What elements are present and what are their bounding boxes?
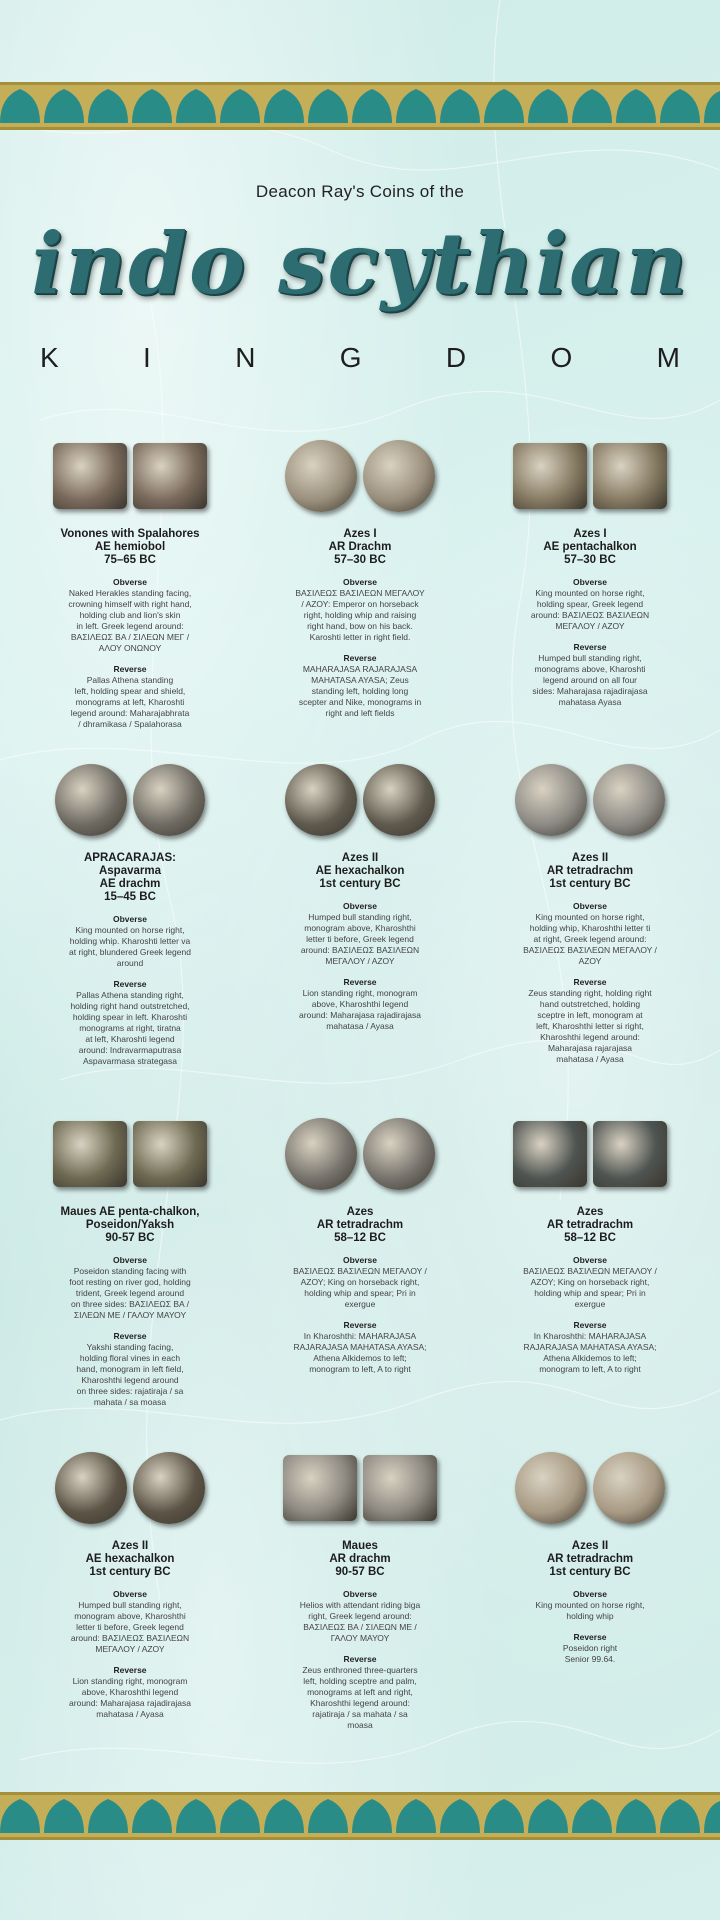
obverse-heading: Obverse <box>572 577 608 587</box>
coin-obverse-image <box>283 1455 357 1521</box>
coin-card <box>480 1106 700 1375</box>
coin-obverse-image <box>285 764 357 836</box>
coin-images <box>480 1106 700 1202</box>
kingdom-letter: I <box>143 342 151 373</box>
coin-card <box>250 428 470 719</box>
coin-title: Maues AE penta-chalkon, Poseidon/Yaksh 90-57 BC <box>60 1206 200 1244</box>
coin-card <box>480 1440 700 1665</box>
reverse-description: Yakshi standing facing, holding floral vines in each hand, monogram in left field, Kharoshthi legend around on three sides: rajatiraja / sa mahata / sa moasa <box>76 1342 184 1407</box>
reverse-description: In Kharoshthi: MAHARAJASA RAJARAJASA MAHATASA AYASA; Athena Alkidemos to left; monogram to left, A to right <box>523 1331 657 1374</box>
obverse-description: Humped bull standing right, monogram above, Kharoshthi letter ti before, Greek legend around: ΒΑΣΙΛΕΩΣ ΒΑΣΙΛΕΩΝ ΜΕΓΑΛΟΥ / ΑΖΟΥ <box>70 1600 190 1654</box>
coin-obverse-image <box>515 1452 587 1524</box>
coin-title: APRACARAJAS: Aspavarma AE drachm 15–45 BC <box>83 852 176 903</box>
coin-images <box>480 752 700 848</box>
reverse-heading: Reverse <box>573 977 607 987</box>
coin-reverse-image <box>363 764 435 836</box>
coin-images <box>250 428 470 524</box>
coin-card <box>250 1106 470 1375</box>
coin-title: Maues AR drachm 90-57 BC <box>329 1540 391 1578</box>
obverse-description: King mounted on horse right, holding spear, Greek legend around: ΒΑΣΙΛΕΩΣ ΒΑΣΙΛΕΩΝ ΜΕΓΑΛΟΥ / ΑΖΟΥ <box>530 588 650 631</box>
reverse-heading: Reverse <box>573 642 607 652</box>
obverse-description: ΒΑΣΙΛΕΩΣ ΒΑΣΙΛΕΩΝ ΜΕΓΑΛΟΥ / ΑΖΟΥ; King on horseback right, holding whip and spear; Pri in exergue <box>293 1266 427 1309</box>
obverse-heading: Obverse <box>112 914 148 924</box>
coin-title: Azes AR tetradrachm 58–12 BC <box>546 1206 634 1244</box>
kingdom-letter: M <box>656 342 680 373</box>
coin-reverse-image <box>133 1121 207 1187</box>
reverse-heading: Reverse <box>343 1654 377 1664</box>
coin-images <box>20 428 240 524</box>
coin-obverse-image <box>53 443 127 509</box>
kingdom-wordmark <box>40 342 680 374</box>
obverse-heading: Obverse <box>112 1255 148 1265</box>
coin-reverse-image <box>363 440 435 512</box>
coin-images <box>20 1106 240 1202</box>
coin-card <box>20 752 240 1067</box>
obverse-description: King mounted on horse right, holding whip. Kharoshti letter va at right, blundered Greek legend around <box>69 925 191 968</box>
obverse-heading: Obverse <box>342 1589 378 1599</box>
reverse-heading: Reverse <box>573 1320 607 1330</box>
decorative-border-top <box>0 82 720 130</box>
coin-obverse-image <box>285 1118 357 1190</box>
coin-title: Azes I AR Drachm 57–30 BC <box>328 528 392 566</box>
reverse-description: Lion standing right, monogram above, Kharoshthi legend around: Maharajasa rajadirajasa mahatasa / Ayasa <box>69 1676 191 1719</box>
obverse-heading: Obverse <box>572 901 608 911</box>
coin-images <box>20 1440 240 1536</box>
coin-obverse-image <box>515 764 587 836</box>
reverse-description: Poseidon right Senior 99.64. <box>562 1643 618 1664</box>
coin-reverse-image <box>133 1452 205 1524</box>
coin-images <box>20 752 240 848</box>
reverse-heading: Reverse <box>113 979 147 989</box>
obverse-heading: Obverse <box>342 577 378 587</box>
coin-title: Azes I AE pentachalkon 57–30 BC <box>543 528 637 566</box>
coin-card <box>480 752 700 1065</box>
coin-card <box>20 428 240 730</box>
coin-reverse-image <box>593 764 665 836</box>
coin-reverse-image <box>363 1455 437 1521</box>
reverse-description: Zeus standing right, holding right hand outstretched, holding sceptre in left, monogram at left, Kharoshthi letter si right, Kharoshthi legend around: Maharajasa rajarajasa mahatasa / Ayasa <box>528 988 652 1064</box>
coin-obverse-image <box>55 764 127 836</box>
kingdom-letter: G <box>339 342 362 373</box>
kingdom-letter: K <box>40 342 59 373</box>
coin-card <box>480 428 700 708</box>
arch-pattern-bottom <box>0 1795 720 1837</box>
coin-obverse-image <box>285 440 357 512</box>
obverse-description: King mounted on horse right, holding whip, Kharoshthi letter ti at right, Greek legend around: ΒΑΣΙΛΕΩΣ ΒΑΣΙΛΕΩΝ ΜΕΓΑΛΟΥ / ΑΖΟΥ <box>523 912 657 966</box>
coin-card <box>20 1106 240 1408</box>
reverse-heading: Reverse <box>343 1320 377 1330</box>
obverse-description: ΒΑΣΙΛΕΩΣ ΒΑΣΙΛΕΩΝ ΜΕΓΑΛΟΥ / ΑΖΟΥ: Emperor on horseback right, holding whip and raising right hand, bow on his back. Karoshti letter in right field. <box>295 588 425 642</box>
reverse-description: Humped bull standing right, monograms above, Kharoshti legend around on all four sides: Maharajasa rajadirajasa mahatasa Ayasa <box>532 653 648 707</box>
coin-images <box>250 1440 470 1536</box>
coin-images <box>480 428 700 524</box>
obverse-heading: Obverse <box>572 1589 608 1599</box>
coin-reverse-image <box>133 764 205 836</box>
obverse-heading: Obverse <box>112 1589 148 1599</box>
coin-reverse-image <box>593 1452 665 1524</box>
coin-reverse-image <box>593 1121 667 1187</box>
coin-title: Azes II AE hexachalkon 1st century BC <box>85 1540 175 1578</box>
coin-obverse-image <box>55 1452 127 1524</box>
coin-title: Azes II AE hexachalkon 1st century BC <box>315 852 405 890</box>
obverse-description: King mounted on horse right, holding whip <box>535 1600 645 1621</box>
obverse-description: Humped bull standing right, monogram above, Kharoshthi letter ti before, Greek legend around: ΒΑΣΙΛΕΩΣ ΒΑΣΙΛΕΩΝ ΜΕΓΑΛΟΥ / ΑΖΟΥ <box>300 912 420 966</box>
reverse-heading: Reverse <box>113 1665 147 1675</box>
coin-images <box>480 1440 700 1536</box>
reverse-heading: Reverse <box>113 664 147 674</box>
obverse-description: Helios with attendant riding biga right, Greek legend around: ΒΑΣΙΛΕΩΣ ΒΑ / ΣΙΛΕΩΝ ΜΕ / ΓΑΛΟΥ ΜΑΥΟΥ <box>299 1600 421 1643</box>
poster-title: indo scythian <box>31 214 689 313</box>
obverse-heading: Obverse <box>572 1255 608 1265</box>
coin-reverse-image <box>133 443 207 509</box>
coin-title: Azes II AR tetradrachm 1st century BC <box>546 1540 634 1578</box>
coin-images <box>250 1106 470 1202</box>
coin-title: Azes AR tetradrachm 58–12 BC <box>316 1206 404 1244</box>
decorative-border-bottom <box>0 1792 720 1840</box>
kingdom-letter: D <box>445 342 467 373</box>
reverse-heading: Reverse <box>343 977 377 987</box>
coin-card <box>20 1440 240 1720</box>
coin-obverse-image <box>513 1121 587 1187</box>
kingdom-letter: O <box>550 342 573 373</box>
coin-card <box>250 752 470 1032</box>
obverse-heading: Obverse <box>342 901 378 911</box>
reverse-description: Pallas Athena standing right, holding right hand outstretched, holding spear in left. Kharoshti monograms at right, tiratna at left, Kharoshti legend around: Indravarmaputrasa Aspavarmasa strategasa <box>70 990 190 1066</box>
coin-obverse-image <box>513 443 587 509</box>
reverse-heading: Reverse <box>573 1632 607 1642</box>
obverse-description: ΒΑΣΙΛΕΩΣ ΒΑΣΙΛΕΩΝ ΜΕΓΑΛΟΥ / ΑΖΟΥ; King on horseback right, holding whip and spear; Pri in exergue <box>523 1266 657 1309</box>
kingdom-letter: N <box>235 342 256 373</box>
obverse-heading: Obverse <box>342 1255 378 1265</box>
coin-title: Azes II AR tetradrachm 1st century BC <box>546 852 634 890</box>
reverse-heading: Reverse <box>113 1331 147 1341</box>
reverse-description: In Kharoshthi: MAHARAJASA RAJARAJASA MAHATASA AYASA; Athena Alkidemos to left; monogram to left, A to right <box>293 1331 427 1374</box>
coin-images <box>250 752 470 848</box>
coin-obverse-image <box>53 1121 127 1187</box>
reverse-description: MAHARAJASA RAJARAJASA MAHATASA AYASA; Zeus standing left, holding long scepter and Nike, monograms in right and left fields <box>298 664 422 718</box>
obverse-heading: Obverse <box>112 577 148 587</box>
arch-pattern-top <box>0 85 720 127</box>
poster-subtitle: Deacon Ray's Coins of the <box>255 182 465 201</box>
obverse-description: Naked Herakles standing facing, crowning himself with right hand, holding club and lion's skin in left. Greek legend around: ΒΑΣΙΛΕΩΣ ΒΑ / ΣΙΛΕΩΝ ΜΕΓ / ΑΛΟΥ ΟΝΩΝΟΥ <box>68 588 192 653</box>
reverse-description: Zeus enthroned three-quarters left, holding sceptre and palm, monograms at left and right, Kharoshthi legend around: rajatiraja / sa mahata / sa moasa <box>302 1665 418 1730</box>
reverse-description: Lion standing right, monogram above, Kharoshthi legend around: Maharajasa rajadirajasa mahatasa / Ayasa <box>299 988 421 1031</box>
obverse-description: Poseidon standing facing with foot resting on river god, holding trident, Greek legend around on three sides: ΒΑΣΙΛΕΩΣ ΒΑ / ΣΙΛΕΩΝ ΜΕ / ΓΑΛΟΥ ΜΑΥΟΥ <box>69 1266 191 1320</box>
coin-reverse-image <box>593 443 667 509</box>
reverse-heading: Reverse <box>343 653 377 663</box>
coin-card <box>250 1440 470 1731</box>
reverse-description: Pallas Athena standing left, holding spear and shield, monograms at left, Kharoshti legend around: Maharajabhrata / dhramikasa / Spalahorasa <box>70 675 190 729</box>
coin-title: Vonones with Spalahores AE hemiobol 75–65 BC <box>60 528 200 566</box>
coin-reverse-image <box>363 1118 435 1190</box>
